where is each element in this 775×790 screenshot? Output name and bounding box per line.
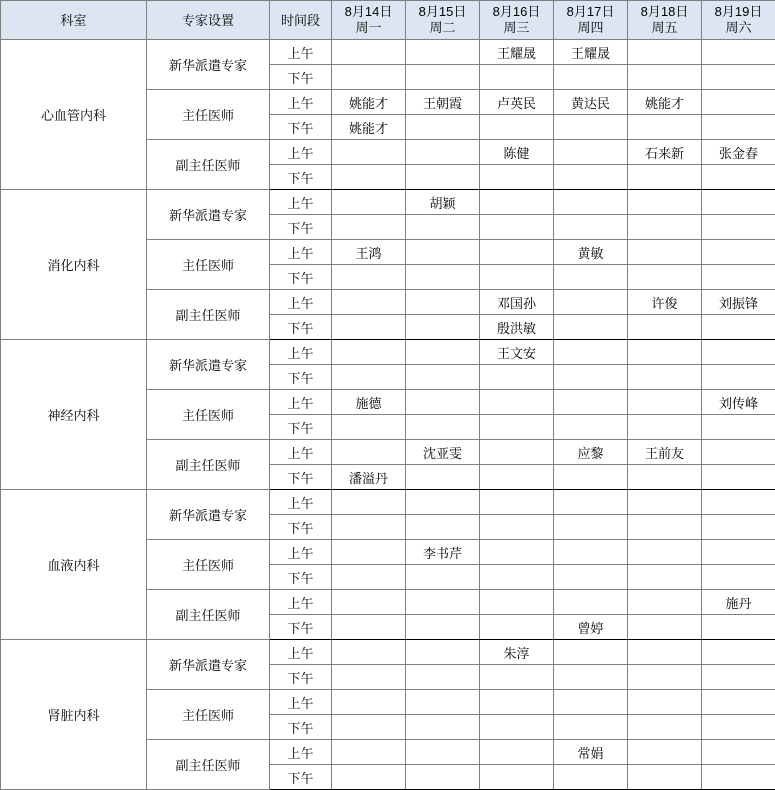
header-day-0-date: 8月14日 [332,4,405,20]
schedule-cell [480,165,554,190]
schedule-cell [702,740,775,765]
schedule-cell: 姚能才 [628,90,702,115]
period-label: 下午 [270,715,332,740]
schedule-cell [406,115,480,140]
schedule-cell [332,265,406,290]
schedule-cell [628,740,702,765]
header-day-2-weekday: 周三 [480,20,553,36]
schedule-cell [628,390,702,415]
period-label: 下午 [270,415,332,440]
schedule-cell [332,690,406,715]
schedule-cell [554,390,628,415]
schedule-cell [702,165,775,190]
period-label: 上午 [270,490,332,515]
period-label: 下午 [270,265,332,290]
schedule-cell [628,715,702,740]
schedule-cell [406,140,480,165]
schedule-cell [628,565,702,590]
schedule-cell [628,690,702,715]
schedule-cell [702,615,775,640]
schedule-cell [702,265,775,290]
schedule-cell [628,240,702,265]
schedule-cell [554,690,628,715]
schedule-cell [480,565,554,590]
schedule-cell [628,615,702,640]
schedule-cell [554,515,628,540]
schedule-cell: 刘振锋 [702,290,775,315]
schedule-cell [628,665,702,690]
table-body [1,40,775,790]
period-label: 下午 [270,565,332,590]
period-label: 上午 [270,40,332,65]
period-label: 下午 [270,665,332,690]
schedule-cell: 王耀晟 [554,40,628,65]
role-title: 新华派遣专家 [147,640,270,690]
schedule-cell [480,590,554,615]
header-day-5-weekday: 周六 [702,20,775,36]
schedule-cell [702,90,775,115]
schedule-cell [480,490,554,515]
schedule-cell [406,315,480,340]
period-label: 下午 [270,215,332,240]
schedule-cell [332,540,406,565]
schedule-cell: 潘溢丹 [332,465,406,490]
schedule-cell [554,540,628,565]
schedule-cell [406,265,480,290]
schedule-cell: 邓国孙 [480,290,554,315]
table-row [1,490,775,515]
schedule-cell [332,665,406,690]
schedule-cell [406,340,480,365]
header-day-1 [406,1,480,40]
schedule-cell [332,165,406,190]
schedule-cell [332,415,406,440]
role-title: 副主任医师 [147,740,270,790]
schedule-cell [702,340,775,365]
schedule-cell [554,465,628,490]
schedule-cell [332,765,406,790]
schedule-cell [480,215,554,240]
schedule-cell [628,40,702,65]
period-label: 下午 [270,115,332,140]
header-day-5 [702,1,775,40]
period-label: 上午 [270,440,332,465]
schedule-cell [332,365,406,390]
schedule-cell [480,690,554,715]
schedule-cell [702,440,775,465]
schedule-cell [332,740,406,765]
schedule-cell [628,340,702,365]
schedule-cell [628,165,702,190]
schedule-cell [332,290,406,315]
table-header [1,1,775,40]
schedule-cell [702,690,775,715]
schedule-cell: 王鸿 [332,240,406,265]
period-label: 上午 [270,140,332,165]
schedule-cell [332,140,406,165]
schedule-cell [702,715,775,740]
schedule-cell [480,65,554,90]
schedule-cell [332,40,406,65]
period-label: 下午 [270,615,332,640]
department-name: 肾脏内科 [1,640,147,790]
schedule-cell [332,615,406,640]
schedule-cell: 黄敏 [554,240,628,265]
schedule-cell [554,315,628,340]
schedule-cell [406,415,480,440]
period-label: 下午 [270,315,332,340]
role-title: 副主任医师 [147,290,270,340]
schedule-cell [554,190,628,215]
department-name: 消化内科 [1,190,147,340]
schedule-cell [406,565,480,590]
schedule-cell [406,290,480,315]
header-day-4 [628,1,702,40]
schedule-cell: 王朝霞 [406,90,480,115]
role-title: 副主任医师 [147,440,270,490]
schedule-cell [406,665,480,690]
period-label: 上午 [270,590,332,615]
schedule-cell [406,715,480,740]
schedule-cell [628,490,702,515]
schedule-cell [480,540,554,565]
period-label: 上午 [270,190,332,215]
period-label: 上午 [270,340,332,365]
period-label: 上午 [270,390,332,415]
schedule-cell [406,590,480,615]
schedule-cell [702,315,775,340]
header-day-2 [480,1,554,40]
schedule-cell [480,390,554,415]
schedule-cell [554,115,628,140]
schedule-cell [702,665,775,690]
role-title: 新华派遣专家 [147,340,270,390]
period-label: 上午 [270,640,332,665]
schedule-cell [406,390,480,415]
schedule-cell: 石来新 [628,140,702,165]
schedule-cell [628,65,702,90]
schedule-cell [628,265,702,290]
schedule-cell [702,190,775,215]
schedule-cell [480,665,554,690]
period-label: 下午 [270,65,332,90]
department-name: 血液内科 [1,490,147,640]
period-label: 上午 [270,90,332,115]
schedule-cell [406,240,480,265]
header-department: 科室 [1,1,147,40]
schedule-cell: 殷洪敏 [480,315,554,340]
header-day-3-date: 8月17日 [554,4,627,20]
header-day-4-weekday: 周五 [628,20,701,36]
schedule-cell [332,215,406,240]
schedule-cell [480,615,554,640]
schedule-cell [332,565,406,590]
schedule-cell [406,515,480,540]
schedule-cell [554,340,628,365]
schedule-cell [332,440,406,465]
header-day-3 [554,1,628,40]
header-day-2-date: 8月16日 [480,4,553,20]
schedule-cell [406,40,480,65]
period-label: 上午 [270,540,332,565]
schedule-cell [628,640,702,665]
schedule-cell [554,715,628,740]
schedule-cell [332,490,406,515]
schedule-cell: 许俊 [628,290,702,315]
role-title: 新华派遣专家 [147,490,270,540]
role-title: 主任医师 [147,90,270,140]
schedule-cell [702,40,775,65]
header-period: 时间段 [270,1,332,40]
schedule-cell [332,515,406,540]
schedule-cell [628,765,702,790]
schedule-cell [702,515,775,540]
department-name: 心血管内科 [1,40,147,190]
schedule-cell: 胡颖 [406,190,480,215]
schedule-cell: 卢英民 [480,90,554,115]
schedule-cell [628,315,702,340]
period-label: 下午 [270,365,332,390]
schedule-cell [554,215,628,240]
schedule-cell [480,765,554,790]
schedule-cell [332,590,406,615]
schedule-cell [554,265,628,290]
schedule-cell [406,615,480,640]
schedule-cell: 李书芹 [406,540,480,565]
schedule-cell [628,215,702,240]
schedule-cell: 常娟 [554,740,628,765]
schedule-cell [628,540,702,565]
schedule-cell [702,240,775,265]
schedule-cell: 刘传峰 [702,390,775,415]
schedule-cell [406,640,480,665]
schedule-cell [554,565,628,590]
header-day-0 [332,1,406,40]
schedule-cell [480,715,554,740]
header-row [1,1,775,40]
schedule-cell [628,465,702,490]
role-title: 新华派遣专家 [147,40,270,90]
header-day-3-weekday: 周四 [554,20,627,36]
schedule-cell [406,165,480,190]
schedule-cell [332,340,406,365]
schedule-cell [702,565,775,590]
schedule-cell: 沈亚雯 [406,440,480,465]
schedule-cell [406,740,480,765]
schedule-cell [554,490,628,515]
schedule-cell [702,765,775,790]
header-day-1-weekday: 周二 [406,20,479,36]
header-day-0-weekday: 周一 [332,20,405,36]
schedule-cell: 曾婷 [554,615,628,640]
schedule-cell [702,640,775,665]
schedule-cell [406,690,480,715]
schedule-cell [406,365,480,390]
schedule-cell [554,165,628,190]
period-label: 上午 [270,690,332,715]
period-label: 下午 [270,465,332,490]
role-title: 主任医师 [147,690,270,740]
schedule-cell: 应黎 [554,440,628,465]
role-title: 主任医师 [147,540,270,590]
schedule-cell: 王文安 [480,340,554,365]
schedule-cell [702,490,775,515]
schedule-cell [332,315,406,340]
role-title: 主任医师 [147,240,270,290]
schedule-cell [480,740,554,765]
table-row [1,340,775,365]
schedule-cell: 张金春 [702,140,775,165]
schedule-cell [554,290,628,315]
schedule-cell [406,490,480,515]
period-label: 上午 [270,290,332,315]
schedule-cell [480,265,554,290]
table-row [1,640,775,665]
role-title: 新华派遣专家 [147,190,270,240]
schedule-cell [480,240,554,265]
schedule-cell [406,65,480,90]
schedule-cell [406,765,480,790]
period-label: 上午 [270,740,332,765]
schedule-cell [628,415,702,440]
header-day-4-date: 8月18日 [628,4,701,20]
period-label: 下午 [270,765,332,790]
schedule-cell: 朱淳 [480,640,554,665]
schedule-cell [628,190,702,215]
schedule-cell [554,140,628,165]
schedule-cell [702,465,775,490]
schedule-cell [480,190,554,215]
schedule-cell [554,365,628,390]
table-row [1,190,775,215]
schedule-cell [480,415,554,440]
header-day-5-date: 8月19日 [702,4,775,20]
schedule-cell [702,540,775,565]
schedule-cell: 王前友 [628,440,702,465]
schedule-cell [406,215,480,240]
period-label: 上午 [270,240,332,265]
schedule-cell [332,190,406,215]
schedule-cell: 黄达民 [554,90,628,115]
schedule-cell [554,640,628,665]
schedule-cell [554,590,628,615]
schedule-cell [628,365,702,390]
schedule-cell [702,65,775,90]
schedule-cell [480,115,554,140]
schedule-cell: 姚能才 [332,115,406,140]
schedule-cell [628,115,702,140]
schedule-cell [480,515,554,540]
table-row [1,40,775,65]
schedule-cell: 陈健 [480,140,554,165]
schedule-cell [628,515,702,540]
schedule-cell [480,465,554,490]
schedule-cell [332,65,406,90]
schedule-cell [480,365,554,390]
schedule-cell [554,415,628,440]
schedule-cell [554,665,628,690]
schedule-cell [554,765,628,790]
schedule-cell [702,415,775,440]
schedule-cell [702,365,775,390]
schedule-cell: 施德 [332,390,406,415]
header-role: 专家设置 [147,1,270,40]
schedule-cell [480,440,554,465]
schedule-cell: 施丹 [702,590,775,615]
period-label: 下午 [270,515,332,540]
schedule-cell [702,215,775,240]
schedule-cell [628,590,702,615]
role-title: 主任医师 [147,390,270,440]
schedule-cell [332,715,406,740]
schedule-cell [702,115,775,140]
schedule-cell [406,465,480,490]
department-name: 神经内科 [1,340,147,490]
period-label: 下午 [270,165,332,190]
schedule-cell: 姚能才 [332,90,406,115]
schedule-cell [332,640,406,665]
schedule-cell [554,65,628,90]
role-title: 副主任医师 [147,140,270,190]
schedule-cell: 王耀晟 [480,40,554,65]
header-day-1-date: 8月15日 [406,4,479,20]
role-title: 副主任医师 [147,590,270,640]
